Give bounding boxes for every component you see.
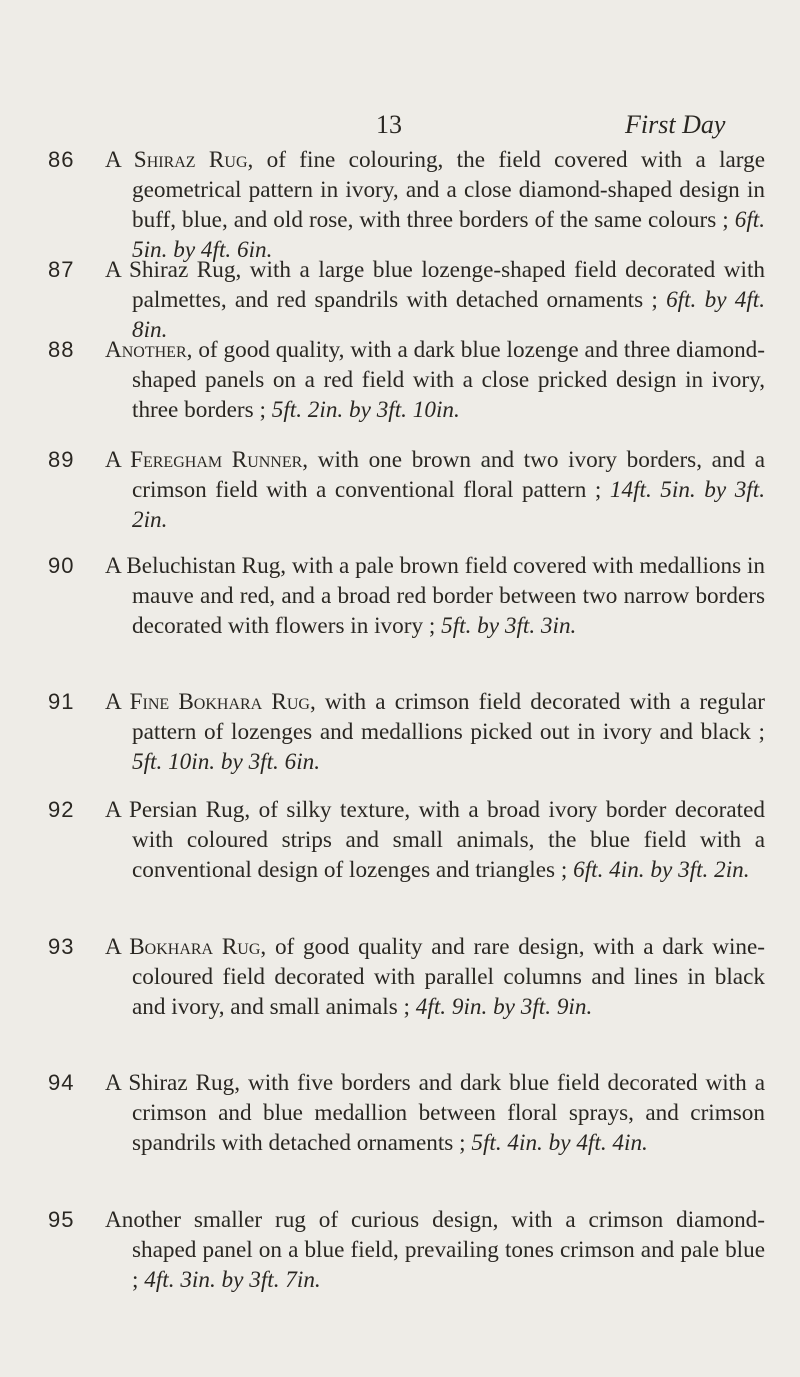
lot-dimensions: 5ft. 4in. by 4ft. 4in. (471, 1130, 648, 1156)
lot-number: 95 (48, 1207, 75, 1232)
lot-title: A Fine Bokhara Rug, (105, 689, 316, 715)
lot-body: Another smaller rug of curious design, with a crimson diamond-shaped panel on a blue field, prevailing tones crimson and pale blue ; (105, 1207, 765, 1293)
lot-dimensions: 14ft. 5in. by 3ft. 2in. (132, 477, 765, 533)
lot-number: 88 (48, 337, 75, 362)
lot-description (105, 1068, 765, 1158)
lot-description (105, 255, 765, 345)
lot-description (105, 445, 765, 535)
lot-number: 94 (48, 1070, 75, 1095)
lot-dimensions: 6ft. by 4ft. 8in. (132, 287, 766, 343)
lot-number: 90 (48, 553, 75, 578)
lot-number: 93 (48, 934, 75, 959)
lot-body: of good quality, with a dark blue lozenge and three diamond-shaped panels on a red field with a close pricked design in ivory, three borders ; (132, 337, 765, 423)
lot-body: with a crimson field decorated with a regular pattern of lozenges and medallions picked out in ivory and black ; (132, 689, 765, 745)
lot-dimensions: 5ft. 10in. by 3ft. 6in. (132, 749, 321, 775)
lot-description (105, 687, 765, 777)
lot-body: A Beluchistan Rug, with a pale brown field covered with medallions in mauve and red, and a broad red border between two narrow borders decorated with flowers in ivory ; (105, 553, 765, 639)
lot-title: Another, (105, 337, 193, 363)
lot-title: A Bokhara Rug, (105, 934, 267, 960)
lot-title: A Feregham Runner, (105, 447, 309, 473)
lot-body: of good quality and rare design, with a dark wine-coloured field decorated with parallel columns and lines in black and ivory, and small animals ; (132, 934, 765, 1020)
lot-dimensions: 4ft. 9in. by 3ft. 9in. (415, 994, 593, 1020)
lot-dimensions: 5ft. by 3ft. 3in. (441, 613, 577, 639)
lot-number: 86 (48, 147, 75, 172)
lot-dimensions: 4ft. 3in. by 3ft. 7in. (144, 1267, 321, 1293)
lot-dimensions: 6ft. 5in. by 4ft. 6in. (132, 207, 765, 263)
page-number: 13 (376, 110, 402, 139)
lot-body: with one brown and two ivory borders, and a crimson field with a conventional floral pattern ; (132, 447, 766, 503)
lot-description (105, 1205, 765, 1295)
lot-body: A Shiraz Rug, with a large blue lozenge-shaped field decorated with palmettes, and red spandrils with detached ornaments ; (105, 257, 765, 313)
lot-description (105, 335, 765, 425)
lot-description (105, 551, 765, 641)
lot-title: A Shiraz Rug, (105, 147, 254, 173)
lot-number: 92 (48, 797, 75, 822)
lot-dimensions: 6ft. 4in. by 3ft. 2in. (573, 857, 750, 883)
lot-number: 87 (48, 257, 75, 282)
lot-body: A Shiraz Rug, with five borders and dark blue field decorated with a crimson and blue medallion between floral sprays, and crimson spandrils with detached ornaments ; (105, 1070, 765, 1156)
lot-number: 89 (48, 447, 75, 472)
lot-description (105, 795, 765, 885)
running-head: First Day (625, 110, 726, 139)
lot-body: A Persian Rug, of silky texture, with a broad ivory border decorated with coloured strips and small animals, the blue field with a conventional design of lozenges and triangles ; (105, 797, 765, 883)
lot-body: of fine colouring, the field covered with a large geometrical pattern in ivory, and a close diamond-shaped design in buff, blue, and old rose, with three borders of the same colours ; (132, 147, 765, 233)
lot-number: 91 (48, 689, 75, 714)
lot-description (105, 145, 765, 265)
page-header (0, 110, 800, 144)
lot-description (105, 932, 765, 1022)
lot-dimensions: 5ft. 2in. by 3ft. 10in. (271, 397, 460, 423)
